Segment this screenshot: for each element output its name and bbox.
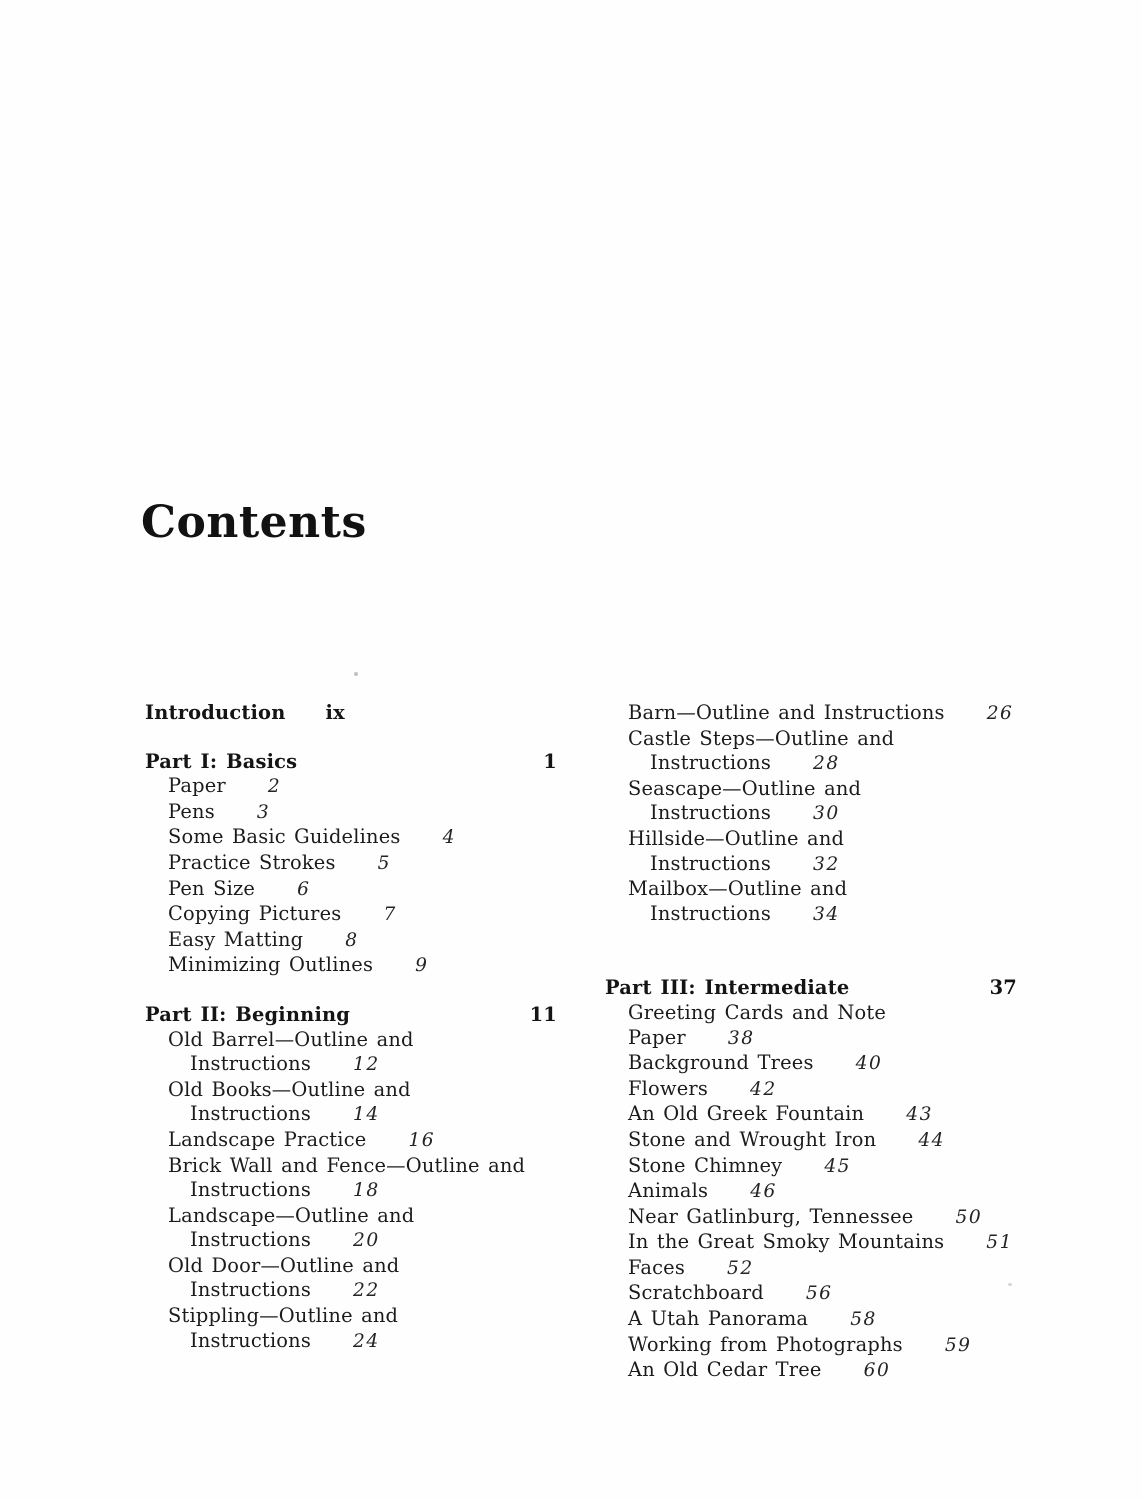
- toc-entry-page-number: 50: [955, 1206, 983, 1228]
- toc-entry-text: Instructions: [650, 851, 772, 875]
- toc-part-page-number: 11: [529, 1002, 557, 1026]
- toc-intro-label: Introduction: [145, 701, 286, 724]
- toc-entry-line: [605, 1256, 1017, 1282]
- toc-entry-page-number: 8: [345, 929, 359, 951]
- toc-entry-text: Some Basic Guidelines: [168, 825, 401, 849]
- toc-entry-text: Stone and Wrought Iron: [628, 1127, 877, 1151]
- toc-entry-line: [605, 801, 1017, 827]
- toc-entry-line: [605, 751, 1017, 777]
- toc-part-heading: [605, 976, 1017, 1001]
- toc-entry-page-number: 45: [824, 1155, 851, 1177]
- toc-entry-line: [145, 928, 557, 954]
- toc-entry-text: Old Door—Outline and: [168, 1253, 400, 1277]
- toc-entry-text: Easy Matting: [168, 927, 304, 951]
- toc-entry-text: Practice Strokes: [168, 850, 336, 874]
- toc-entry-line: [145, 1329, 557, 1355]
- toc-entry-line: [145, 1254, 557, 1279]
- toc-entry-page-number: 28: [813, 753, 840, 775]
- toc-entry-line: [145, 1052, 557, 1078]
- toc-entry-page-number: 24: [353, 1330, 380, 1352]
- toc-entry-line: [605, 1128, 1017, 1154]
- toc-entry-line: [605, 1333, 1017, 1359]
- toc-entry-line: [145, 1228, 557, 1254]
- toc-entry-line: [145, 877, 557, 903]
- toc-entry-page-number: 52: [726, 1257, 754, 1279]
- toc-entry-text: Greeting Cards and Note Paper: [628, 1000, 887, 1049]
- toc-entry-line: [605, 1077, 1017, 1103]
- toc-part-label: Part I: Basics: [145, 749, 298, 773]
- toc-entry-line: [605, 1358, 1017, 1384]
- toc-entry-text: Landscape Practice: [168, 1127, 367, 1151]
- toc-entry-text: Stippling—Outline and: [168, 1304, 399, 1328]
- toc-part-heading: [145, 1003, 557, 1028]
- toc-entry-line: [145, 1102, 557, 1128]
- toc-entry-page-number: 4: [442, 827, 456, 849]
- toc-entry-text: Instructions: [190, 1102, 312, 1126]
- toc-entry-text: Stone Chimney: [628, 1153, 783, 1177]
- toc-entry-page-number: 18: [353, 1180, 380, 1202]
- toc-entry-page-number: 40: [855, 1053, 883, 1075]
- toc-entry-text: Barn—Outline and Instructions: [628, 701, 945, 724]
- toc-part-block: [605, 976, 1017, 1384]
- toc-intro-block: [145, 701, 557, 726]
- toc-entry-line: [605, 902, 1017, 928]
- toc-entry-text: Flowers: [628, 1076, 709, 1100]
- toc-entry-text: Scratchboard: [628, 1281, 764, 1305]
- toc-entry-page-number: 60: [863, 1360, 891, 1382]
- toc-entry-text: An Old Cedar Tree: [628, 1358, 822, 1382]
- toc-columns: [145, 701, 1017, 1384]
- toc-entry-text: Landscape—Outline and: [168, 1203, 415, 1227]
- toc-entry-text: Instructions: [650, 751, 772, 775]
- toc-entry-line: [145, 1154, 557, 1179]
- toc-left-column: [145, 701, 557, 1384]
- toc-entry-text: Animals: [628, 1179, 709, 1203]
- toc-entry-page-number: 32: [813, 853, 840, 875]
- toc-entry-line: [145, 1128, 557, 1154]
- toc-entry-line: [145, 1278, 557, 1304]
- toc-entry-line: [605, 852, 1017, 878]
- toc-entry-page-number: 51: [986, 1232, 1013, 1254]
- toc-entry-text: Old Books—Outline and: [168, 1077, 411, 1101]
- toc-entry-text: Instructions: [650, 901, 772, 925]
- toc-entry-page-number: 34: [813, 903, 840, 925]
- toc-right-column: [605, 701, 1017, 1384]
- toc-entry-page-number: 5: [377, 852, 391, 874]
- toc-entry-text: Instructions: [190, 1278, 312, 1302]
- toc-entry-line: [605, 877, 1017, 902]
- toc-entry-page-number: 9: [415, 955, 429, 977]
- toc-entry-page-number: 14: [353, 1104, 380, 1126]
- toc-entry-text: Background Trees: [628, 1051, 814, 1075]
- toc-entry-text: Pen Size: [168, 876, 256, 900]
- toc-part-page-number: 37: [989, 976, 1017, 1000]
- toc-entry-text: Old Barrel—Outline and: [168, 1027, 414, 1051]
- toc-entry-page-number: 12: [353, 1054, 380, 1076]
- toc-entry-line: [605, 1281, 1017, 1307]
- toc-entry-page-number: 26: [986, 703, 1014, 724]
- toc-entry-line: [605, 1307, 1017, 1333]
- toc-entry-page-number: 3: [256, 801, 271, 823]
- toc-entry-line: [605, 1001, 1017, 1051]
- toc-entry-page-number: 30: [813, 803, 840, 825]
- toc-entry-line: [605, 1051, 1017, 1077]
- toc-entry-line: [145, 1028, 557, 1053]
- toc-entry-line: [605, 827, 1017, 852]
- toc-entry-text: Near Gatlinburg, Tennessee: [628, 1204, 914, 1228]
- toc-entry-text: A Utah Panorama: [628, 1307, 809, 1331]
- toc-entry-page-number: 38: [727, 1027, 755, 1049]
- toc-entry-line: [145, 800, 557, 826]
- toc-entry-text: Minimizing Outlines: [168, 953, 374, 977]
- toc-entry-line: [605, 701, 1017, 727]
- page-title: Contents: [141, 497, 367, 548]
- toc-entry-line: [145, 851, 557, 877]
- toc-entry-text: Copying Pictures: [168, 902, 342, 926]
- toc-part-block: [145, 1003, 557, 1354]
- toc-entry-line: [605, 777, 1017, 802]
- toc-entry-text: An Old Greek Fountain: [628, 1102, 865, 1126]
- toc-entry-page-number: 22: [353, 1280, 380, 1302]
- toc-entry-text: Working from Photographs: [628, 1332, 903, 1356]
- toc-entry-text: Pens: [168, 799, 215, 823]
- toc-part-label: Part III: Intermediate: [605, 976, 850, 1000]
- toc-entry-page-number: 6: [297, 878, 311, 900]
- toc-entry-line: [605, 1102, 1017, 1128]
- toc-entry-page-number: 43: [906, 1104, 933, 1126]
- toc-entry-line: [605, 727, 1017, 752]
- toc-entry-line: [145, 774, 557, 800]
- toc-entry-page-number: 44: [918, 1129, 946, 1151]
- toc-entry-text: Hillside—Outline and: [628, 826, 845, 850]
- toc-entry-line: [605, 1230, 1017, 1256]
- toc-entry-page-number: 42: [750, 1078, 777, 1100]
- scan-speck: [354, 672, 358, 676]
- toc-entry-text: Seascape—Outline and: [628, 776, 862, 800]
- toc-entry-line: [145, 953, 557, 979]
- toc-entry-page-number: 16: [408, 1129, 436, 1151]
- toc-part-heading: [145, 750, 557, 775]
- toc-entry-page-number: 46: [750, 1181, 777, 1203]
- toc-entry-line: [605, 1154, 1017, 1180]
- toc-entry-text: Instructions: [190, 1228, 312, 1252]
- toc-entry-text: Faces: [628, 1255, 685, 1279]
- toc-entry-page-number: 59: [944, 1334, 972, 1356]
- toc-entry-text: Mailbox—Outline and: [628, 877, 848, 901]
- toc-part-label: Part II: Beginning: [145, 1002, 351, 1026]
- toc-entry-text: Instructions: [190, 1178, 312, 1202]
- toc-entry-line: [605, 1205, 1017, 1231]
- toc-entry-line: [605, 1179, 1017, 1205]
- toc-entry-text: Brick Wall and Fence—Outline and: [168, 1153, 526, 1177]
- toc-entry-text: Instructions: [190, 1052, 312, 1076]
- toc-intro-page-number: ix: [325, 701, 345, 724]
- toc-part-page-number: 1: [543, 749, 557, 773]
- toc-entry-page-number: 2: [267, 776, 282, 798]
- toc-part-block: [145, 750, 557, 979]
- toc-entry-text: Paper: [168, 774, 226, 798]
- toc-items-block: [605, 701, 1017, 927]
- toc-entry-text: Instructions: [190, 1328, 312, 1352]
- toc-entry-text: Instructions: [650, 801, 772, 825]
- toc-entry-line: [145, 1304, 557, 1329]
- toc-entry-page-number: 56: [805, 1283, 833, 1305]
- toc-intro-entry: [145, 701, 557, 726]
- toc-entry-line: [145, 1204, 557, 1229]
- toc-entry-page-number: 20: [353, 1230, 380, 1252]
- toc-entry-text: In the Great Smoky Mountains: [628, 1230, 945, 1254]
- toc-entry-line: [145, 1078, 557, 1103]
- toc-entry-page-number: 58: [850, 1309, 877, 1331]
- toc-entry-text: Castle Steps—Outline and: [628, 726, 895, 750]
- toc-entry-page-number: 7: [383, 904, 397, 926]
- toc-entry-line: [145, 1178, 557, 1204]
- toc-entry-line: [145, 902, 557, 928]
- toc-entry-line: [145, 825, 557, 851]
